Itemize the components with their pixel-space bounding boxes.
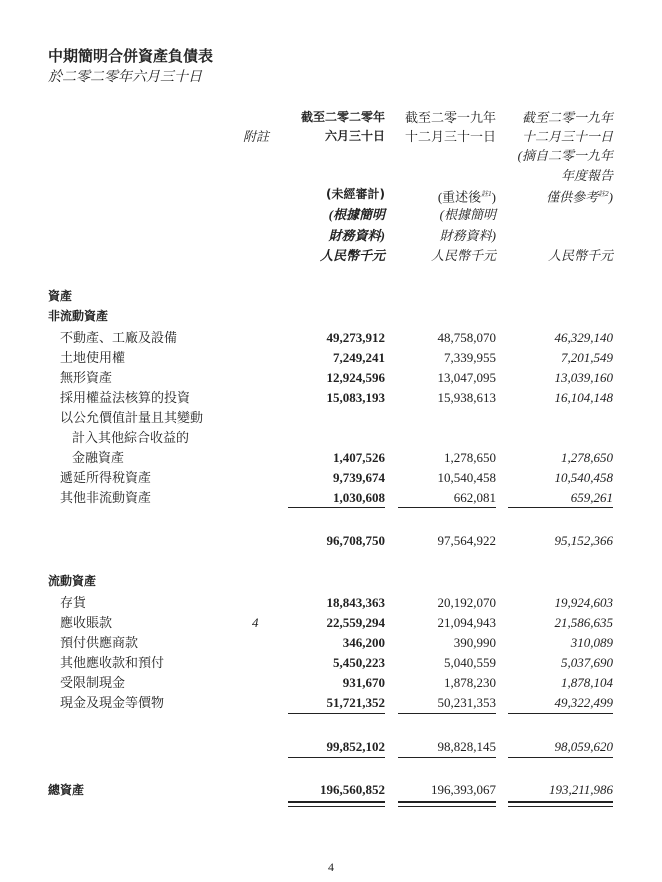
value-cell: 5,040,559	[444, 655, 496, 670]
col3-source-line2: 年度報告	[560, 168, 613, 183]
value-cell: 390,990	[453, 635, 496, 650]
value-cell: 1,030,608	[333, 490, 385, 505]
value-cell: 5,450,223	[333, 655, 385, 670]
table-row-continuation	[0, 448, 662, 468]
col1-unit: 人民幣千元	[319, 248, 385, 263]
value-cell: 98,059,620	[554, 739, 613, 754]
value-cell: 662,081	[453, 490, 496, 505]
row-label: 金融資產	[72, 450, 125, 465]
row-label: 計入其他綜合收益的	[72, 430, 190, 445]
total-rule	[398, 757, 496, 758]
note-column-header: 附註	[243, 129, 270, 144]
subtotal-rule	[398, 713, 496, 714]
total-assets-label: 總資產	[48, 783, 85, 797]
value-cell: 7,201,549	[561, 350, 613, 365]
table-row	[0, 328, 662, 348]
value-cell: 1,407,526	[333, 450, 385, 465]
col2-restated: (重述後$^{註1}$)	[437, 189, 496, 205]
value-cell: 196,560,852	[320, 782, 385, 797]
row-label: 以公允價值計量且其變動	[60, 410, 204, 425]
col3-date-line1: 截至二零一九年	[521, 110, 613, 125]
row-label: 存貨	[60, 595, 87, 610]
table-row	[0, 633, 662, 653]
value-cell: 9,739,674	[333, 470, 385, 485]
col1-date-line2: 六月三十日	[324, 129, 385, 143]
table-row	[0, 693, 662, 713]
total-assets-row	[0, 780, 662, 800]
table-row-continuation	[0, 428, 662, 448]
table-row	[0, 613, 662, 633]
col2-basis-line1: (根據簡明	[439, 207, 496, 222]
total-rule	[508, 757, 613, 758]
value-cell: 98,828,145	[437, 739, 496, 754]
table-row	[0, 593, 662, 613]
col2-basis-line2: 財務資料)	[439, 228, 496, 243]
row-label: 無形資產	[60, 370, 113, 385]
value-cell: 96,708,750	[326, 533, 385, 548]
table-row	[0, 653, 662, 673]
col2-unit: 人民幣千元	[430, 248, 496, 263]
value-cell: 49,273,912	[326, 330, 385, 345]
value-cell: 659,261	[570, 490, 613, 505]
value-cell: 20,192,070	[437, 595, 496, 610]
double-rule	[508, 801, 613, 807]
value-cell: 16,104,148	[554, 390, 613, 405]
value-cell: 310,089	[570, 635, 613, 650]
col2-date-line1: 截至二零一九年	[404, 110, 496, 125]
value-cell: 46,329,140	[554, 330, 613, 345]
col1-unaudited: (未經審計)	[326, 187, 385, 201]
value-cell: 5,037,690	[561, 655, 613, 670]
value-cell: 193,211,986	[548, 782, 613, 797]
value-cell: 13,047,095	[437, 370, 496, 385]
table-row	[0, 348, 662, 368]
row-label: 不動產、工廠及設備	[60, 330, 178, 345]
value-cell: 1,878,104	[561, 675, 613, 690]
col2-date-line2: 十二月三十一日	[404, 129, 496, 144]
row-label: 土地使用權	[60, 350, 126, 365]
row-label: 其他應收款和預付	[60, 655, 165, 670]
col3-source-line3: 僅供參考$^{註2}$)	[546, 189, 613, 205]
value-cell: 19,924,603	[554, 595, 613, 610]
subtotal-rule	[508, 713, 613, 714]
value-cell: 15,083,193	[326, 390, 385, 405]
value-cell: 13,039,160	[554, 370, 613, 385]
value-cell: 49,322,499	[554, 695, 613, 710]
page-number: 4	[328, 860, 334, 874]
row-label: 受限制現金	[60, 675, 126, 690]
page-title: 中期簡明合併資產負債表	[48, 47, 214, 65]
value-cell: 1,878,230	[444, 675, 496, 690]
table-row	[0, 673, 662, 693]
subtotal-rule	[288, 507, 385, 508]
value-cell: 22,559,294	[326, 615, 385, 630]
col1-date-line1: 截至二零二零年	[300, 110, 385, 124]
value-cell: 50,231,353	[437, 695, 496, 710]
col1-basis-line1: (根據簡明	[328, 207, 385, 222]
table-row	[0, 468, 662, 488]
value-cell: 1,278,650	[444, 450, 496, 465]
value-cell: 21,094,943	[437, 615, 496, 630]
row-label: 採用權益法核算的投資	[60, 390, 191, 405]
value-cell: 15,938,613	[437, 390, 496, 405]
row-label: 預付供應商款	[60, 635, 139, 650]
value-cell: 7,339,955	[444, 350, 496, 365]
section-current-assets: 流動資產	[48, 574, 97, 588]
table-row	[0, 408, 662, 428]
value-cell: 196,393,067	[431, 782, 496, 797]
value-cell: 99,852,102	[326, 739, 385, 754]
value-cell: 18,843,363	[326, 595, 385, 610]
col3-date-line2: 十二月三十一日	[521, 129, 613, 144]
value-cell: 21,586,635	[554, 615, 613, 630]
value-cell: 95,152,366	[554, 533, 613, 548]
value-cell: 1,278,650	[561, 450, 613, 465]
value-cell: 48,758,070	[437, 330, 496, 345]
value-cell: 346,200	[342, 635, 385, 650]
subtotal-rule	[288, 713, 385, 714]
row-label: 現金及現金等價物	[60, 695, 165, 710]
table-row	[0, 488, 662, 508]
value-cell: 12,924,596	[326, 370, 385, 385]
total-rule	[288, 757, 385, 758]
value-cell: 931,670	[342, 675, 385, 690]
col1-basis-line2: 財務資料)	[328, 228, 385, 243]
value-cell: 51,721,352	[326, 695, 385, 710]
table-row	[0, 368, 662, 388]
double-rule	[288, 801, 385, 807]
table-row	[0, 388, 662, 408]
row-label: 其他非流動資產	[60, 490, 152, 505]
current-total-row	[0, 737, 662, 757]
col3-unit: 人民幣千元	[547, 248, 613, 263]
note-ref: 4	[252, 615, 259, 630]
row-label: 應收賬款	[60, 615, 113, 630]
section-non-current-assets: 非流動資產	[48, 309, 109, 323]
col3-source-line1: (摘自二零一九年	[517, 148, 613, 163]
non-current-total-row	[0, 531, 662, 551]
page-subtitle: 於二零二零年六月三十日	[48, 70, 202, 85]
value-cell: 7,249,241	[333, 350, 385, 365]
value-cell: 10,540,458	[437, 470, 496, 485]
value-cell: 10,540,458	[554, 470, 613, 485]
row-label: 遞延所得稅資產	[60, 470, 152, 485]
subtotal-rule	[508, 507, 613, 508]
subtotal-rule	[398, 507, 496, 508]
section-assets: 資產	[48, 289, 73, 303]
double-rule	[398, 801, 496, 807]
value-cell: 97,564,922	[437, 533, 496, 548]
